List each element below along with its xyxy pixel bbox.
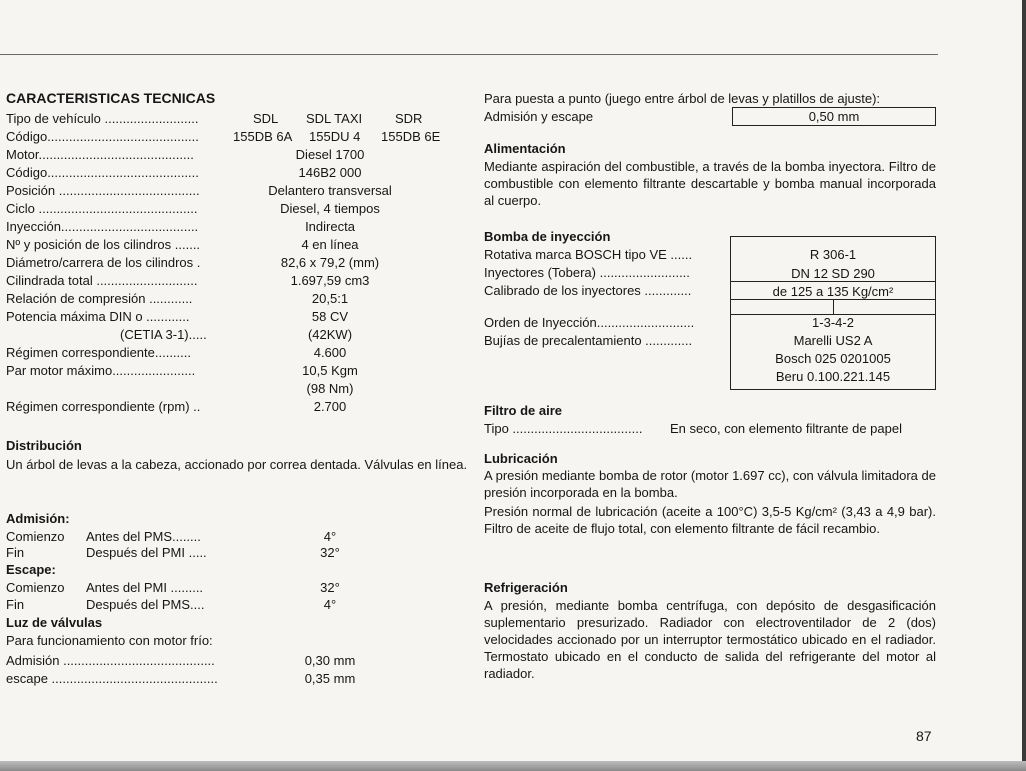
spec-value: 20,5:1 (311, 291, 349, 306)
bomba-label: Orden de Inyección........................... (484, 315, 695, 330)
lubricacion-text-2: Presión normal de lubricación (aceite a 100°C) 3,5-5 Kg/cm² (3,43 a 4,9 bar). Filtro de aceite de flujo total, con elemento filtrante de fácil recambio. (484, 504, 936, 536)
admision-heading: Admisión: (6, 511, 70, 526)
luz-value: 0,35 mm (304, 671, 356, 686)
filtro-heading: Filtro de aire (484, 403, 563, 418)
timing-label: Después del PMS.... (86, 597, 205, 612)
spec-label: (CETIA 3-1)..... (120, 327, 207, 342)
vehicle-code: 155DU 4 (309, 129, 361, 144)
spec-label: Código.......................................... (6, 165, 199, 180)
puesta-punto-value: 0,50 mm (808, 109, 860, 124)
bomba-value: Bosch 025 0201005 (775, 351, 891, 366)
vehicle-code: 155DB 6A (233, 129, 293, 144)
lubricacion-text-1: A presión mediante bomba de rotor (motor 1.697 cc), con válvula limitadora de presión incorporada en la bomba. (484, 468, 936, 500)
distribucion-text: Un árbol de levas a la cabeza, accionado por correa dentada. Válvulas en línea. (6, 457, 468, 472)
spec-label: Tipo de vehículo .......................... (6, 111, 199, 126)
spec-value: 4 en línea (301, 237, 359, 252)
vehicle-code: 155DB 6E (381, 129, 441, 144)
spec-label: Código.......................................... (6, 129, 199, 144)
spec-value: 2.700 (313, 399, 347, 414)
timing-label: Fin (6, 597, 25, 612)
bomba-value: R 306-1 (809, 247, 857, 262)
vehicle-type: SDL (253, 111, 279, 126)
timing-value: 4° (323, 597, 337, 612)
timing-label: Fin (6, 545, 25, 560)
spec-value: 146B2 000 (298, 165, 362, 180)
luz-label: Admisión .......................................... (6, 653, 215, 668)
spec-label: Potencia máxima DIN o ............ (6, 309, 190, 324)
luz-heading: Luz de válvulas (6, 615, 103, 630)
spec-label: Régimen correspondiente (rpm) .. (6, 399, 201, 414)
spec-label: Régimen correspondiente.......... (6, 345, 191, 360)
bomba-label: Bujías de precalentamiento ............. (484, 333, 693, 348)
vehicle-type: SDR (395, 111, 423, 126)
alimentacion-heading: Alimentación (484, 141, 566, 156)
spec-value: 10,5 Kgm (302, 363, 358, 378)
bomba-heading: Bomba de inyección (484, 229, 611, 244)
timing-value: 32° (320, 545, 340, 560)
alimentacion-text: Mediante aspiración del combustible, a través de la bomba inyectora. Filtro de combustible con elemento filtrante descartable y bomba manual incorporada al cuerpo. (484, 159, 936, 208)
page-edge-bottom (0, 761, 1026, 771)
bomba-label: Calibrado de los inyectores ............. (484, 283, 692, 298)
puesta-punto-label: Admisión y escape (484, 109, 594, 124)
luz-label: escape .............................................. (6, 671, 218, 686)
bomba-value: de 125 a 135 Kg/cm² (772, 284, 894, 299)
lubricacion-heading: Lubricación (484, 451, 558, 466)
spec-value: Diesel, 4 tiempos (280, 201, 380, 216)
page-number: 87 (916, 728, 932, 744)
section-title: CARACTERISTICAS TECNICAS (6, 90, 216, 106)
luz-sub: Para funcionamiento con motor frío: (6, 633, 213, 648)
filtro-value: En seco, con elemento filtrante de papel (670, 421, 902, 436)
spec-label: Ciclo ............................................ (6, 201, 198, 216)
spec-value: 4.600 (313, 345, 347, 360)
escape-heading: Escape: (6, 562, 56, 577)
refrigeracion-heading: Refrigeración (484, 580, 568, 595)
timing-label: Antes del PMS........ (86, 529, 201, 544)
bomba-label: Inyectores (Tobera) ......................... (484, 265, 690, 280)
distribucion-heading: Distribución (6, 438, 82, 453)
puesta-punto-line: Para puesta a punto (juego entre árbol de levas y platillos de ajuste): (484, 91, 881, 106)
spec-value: Diesel 1700 (295, 147, 365, 162)
spec-value: 58 CV (311, 309, 349, 324)
spec-value: Delantero transversal (268, 183, 392, 198)
bomba-value: Beru 0.100.221.145 (775, 369, 891, 384)
bomba-value: DN 12 SD 290 (791, 266, 875, 281)
spec-value: (98 Nm) (306, 381, 354, 396)
timing-label: Comienzo (6, 580, 65, 595)
bomba-value: Marelli US2 A (793, 333, 873, 348)
spec-value: Indirecta (305, 219, 355, 234)
spec-value: 1.697,59 cm3 (290, 273, 370, 288)
vehicle-type: SDL TAXI (306, 111, 363, 126)
spec-label: Par motor máximo....................... (6, 363, 196, 378)
filtro-label: Tipo .................................... (484, 421, 643, 436)
timing-label: Después del PMI ..... (86, 545, 207, 560)
spec-value: (42KW) (307, 327, 353, 342)
page-edge-right (1022, 0, 1026, 771)
bomba-table (730, 236, 936, 390)
timing-label: Antes del PMI ......... (86, 580, 204, 595)
puesta-punto-box (732, 107, 936, 126)
top-rule (0, 54, 938, 55)
luz-value: 0,30 mm (304, 653, 356, 668)
spec-label: Posición ....................................... (6, 183, 200, 198)
table-rule (731, 281, 935, 282)
spec-value: 82,6 x 79,2 (mm) (280, 255, 380, 270)
refrigeracion-text: A presión, mediante bomba centrífuga, con depósito de desgasificación suplementario presurizado. Radiador con electroventilador de 2 (dos) velocidades accionado por un interruptor termostático ubicado en el radiador. Termostato ubicado en el conducto de salida del refrigerante del motor al radiador. (484, 598, 936, 681)
timing-label: Comienzo (6, 529, 65, 544)
spec-label: Relación de compresión ............ (6, 291, 193, 306)
spec-label: Diámetro/carrera de los cilindros . (6, 255, 201, 270)
spec-label: Cilindrada total ............................ (6, 273, 198, 288)
bomba-label: Rotativa marca BOSCH tipo VE ...... (484, 247, 693, 262)
spec-label: Inyección...................................... (6, 219, 199, 234)
timing-value: 4° (323, 529, 337, 544)
timing-value: 32° (320, 580, 340, 595)
bomba-value: 1-3-4-2 (812, 315, 854, 330)
spec-label: Nº y posición de los cilindros ....... (6, 237, 201, 252)
table-divider (833, 299, 834, 314)
spec-label: Motor........................................... (6, 147, 194, 162)
